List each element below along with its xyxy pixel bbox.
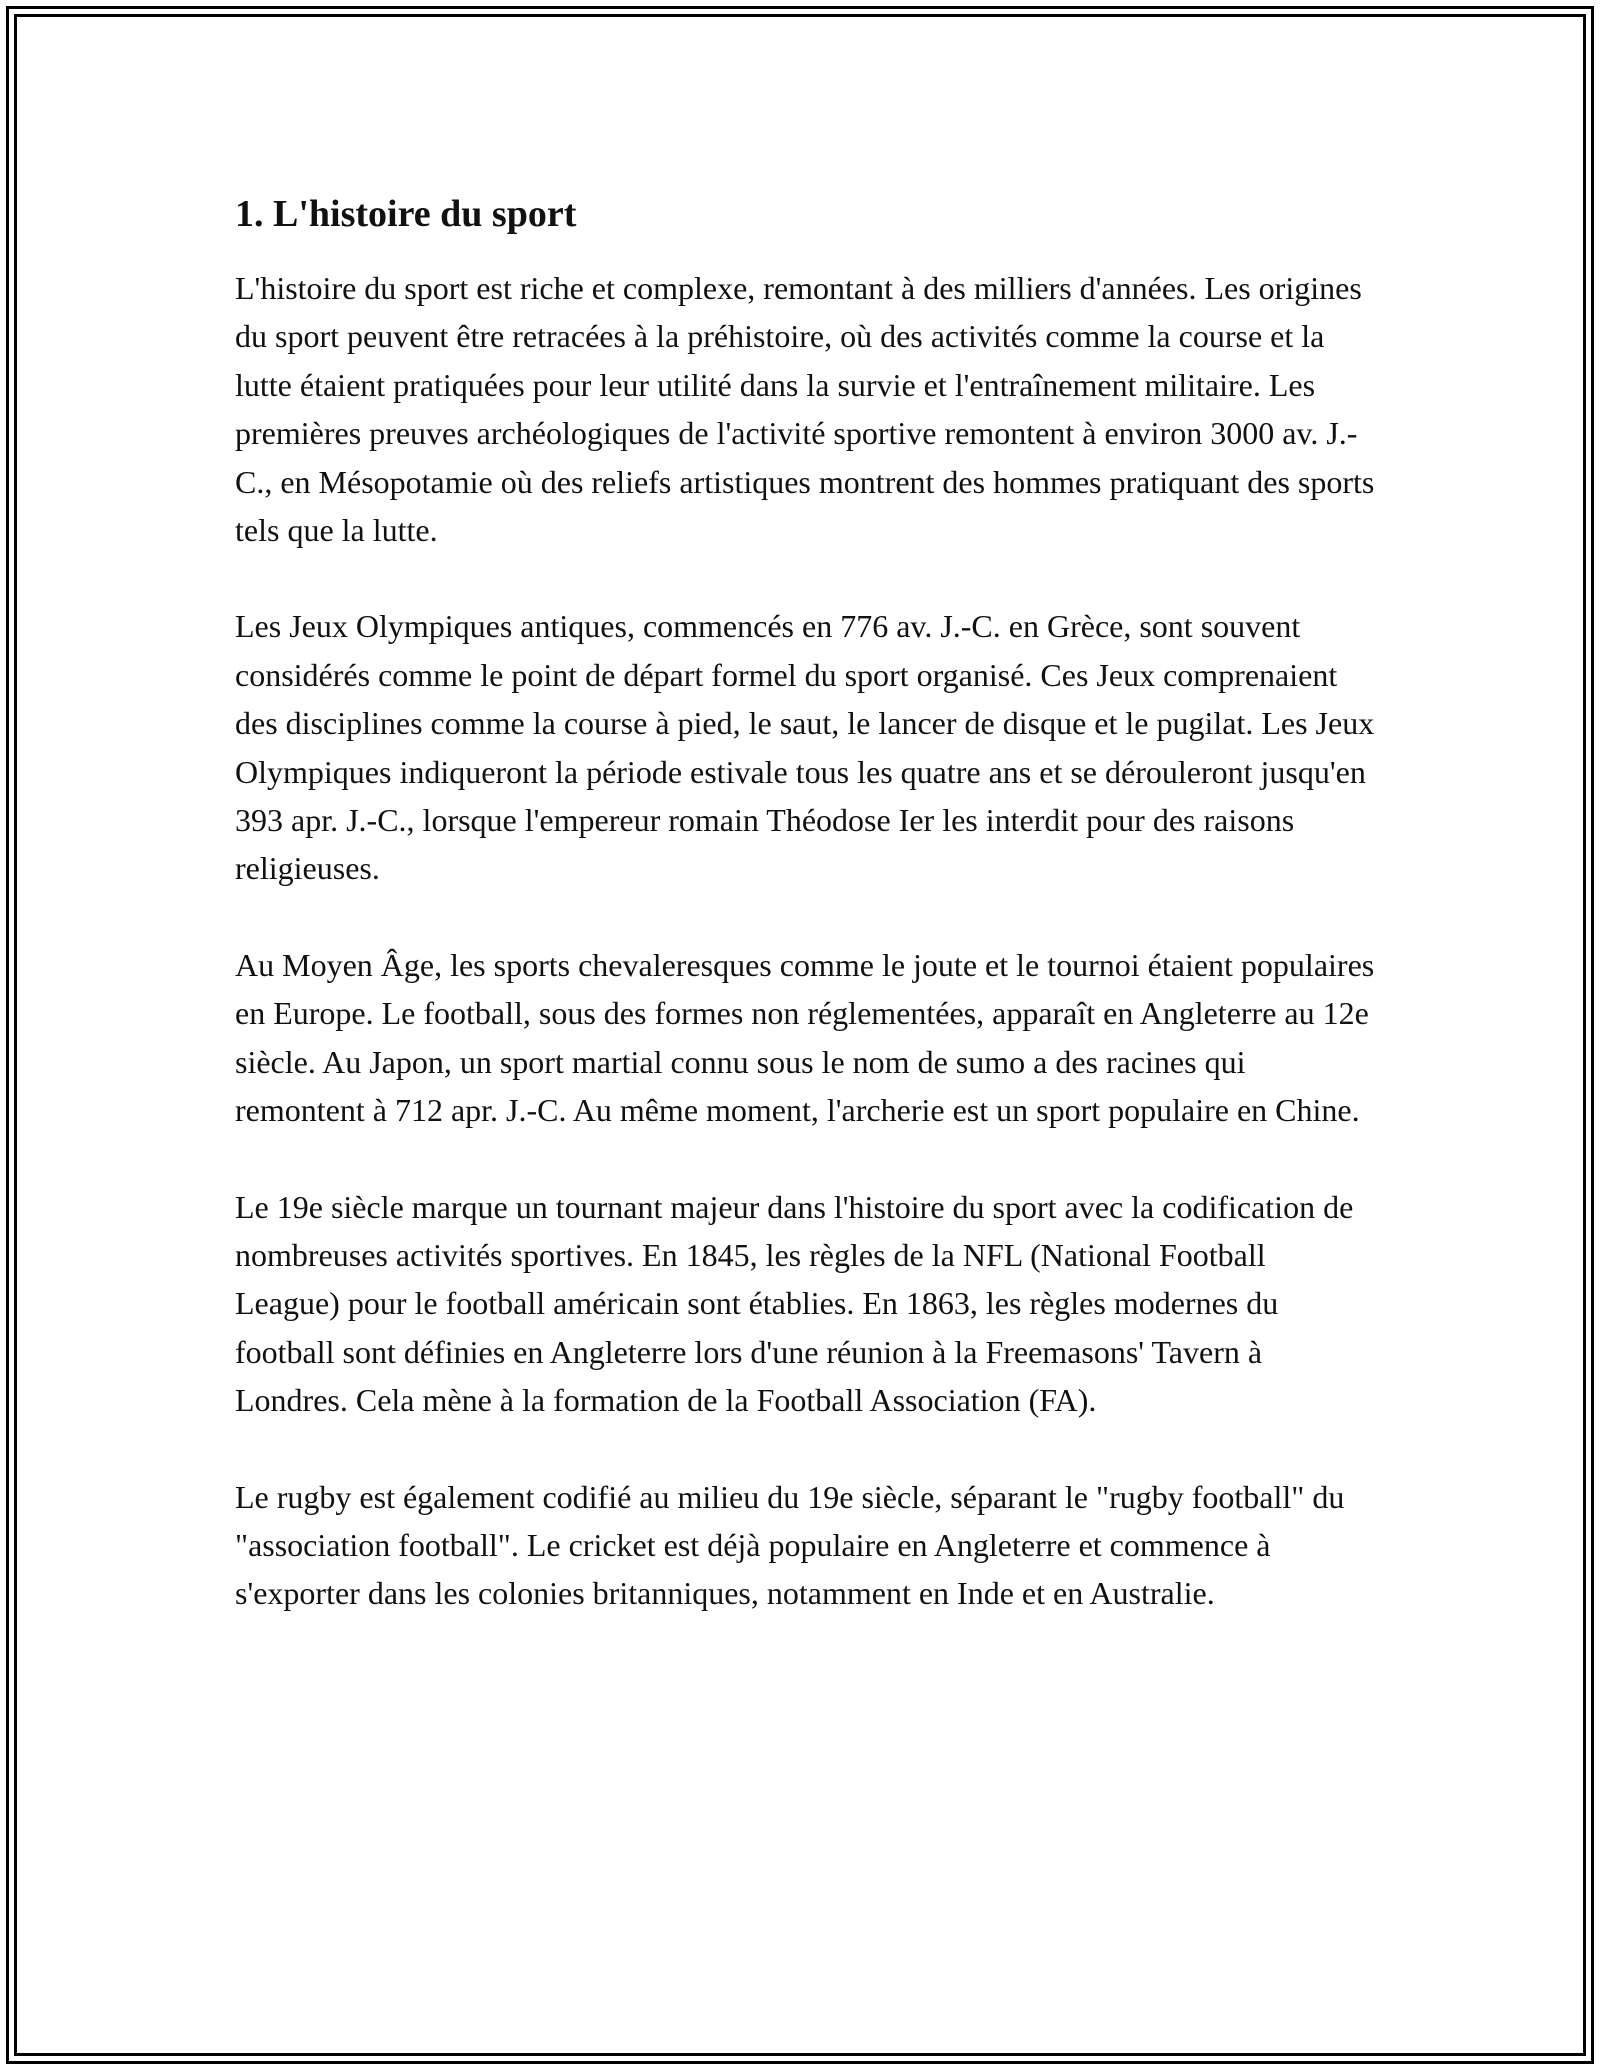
- paragraph-19th-century: Le 19e siècle marque un tournant majeur dans l'histoire du sport avec la codification de nombreuses activités sportives. En 1845, les règles de la NFL (National Football League) pour le football américain sont établies. En 1863, les règles modernes du football sont définies en Angleterre lors d'une réunion à la Freemasons' Tavern à Londres. Cela mène à la formation de la Football Association (FA).: [235, 1188, 1354, 1419]
- section-title: 1. L'histoire du sport: [235, 193, 577, 235]
- paragraph-prehistory: L'histoire du sport est riche et complexe, remontant à des milliers d'années. Les origines du sport peuvent être retracées à la préhistoire, où des activités comme la course et la lutte étaient pratiquées pour leur utilité dans la survie et l'entraînement militaire. Les premières preuves archéologiques de l'activité sportive remontent à environ 3000 av. J.-C., en Mésopotamie où des reliefs artistiques montrent des hommes pratiquant des sports tels que la lutte.: [235, 270, 1375, 549]
- paragraph-olympics: Les Jeux Olympiques antiques, commencés en 776 av. J.-C. en Grèce, sont souvent considérés comme le point de départ formel du sport organisé. Ces Jeux comprenaient des disciplines comme la course à pied, le saut, le lancer de disque et le pugilat. Les Jeux Olympiques indiqueront la période estivale tous les quatre ans et se dérouleront jusqu'en 393 apr. J.-C., lorsque l'empereur romain Théodose Ier les interdit pour des raisons religieuses.: [235, 608, 1375, 887]
- paragraph-middle-ages: Au Moyen Âge, les sports chevaleresques comme le joute et le tournoi étaient populaires en Europe. Le football, sous des formes non réglementées, apparaît en Angleterre au 12e siècle. Au Japon, un sport martial connu sous le nom de sumo a des racines qui remontent à 712 apr. J.-C. Au même moment, l'archerie est un sport populaire en Chine.: [235, 946, 1375, 1129]
- document-body: [235, 188, 1375, 1666]
- paragraph-rugby-cricket: Le rugby est également codifié au milieu du 19e siècle, séparant le "rugby football" du "association football". Le cricket est déjà populaire en Angleterre et commence à s'exporter dans les colonies britanniques, notamment en Inde et en Australie.: [235, 1478, 1345, 1612]
